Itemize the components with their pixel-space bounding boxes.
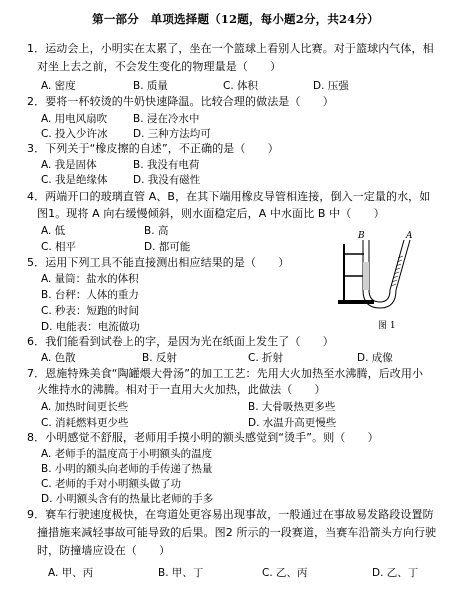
q9-stem-line-1: 9．赛车行驶速度极快，在弯道处更容易出现事故，一般通过在事故易发路段设置防 bbox=[27, 508, 434, 521]
q6-option-c: C. 折射 bbox=[248, 352, 284, 364]
q1-option-c: C. 体积 bbox=[223, 80, 259, 92]
q5-option-b: B. 台秤：人体的重力 bbox=[41, 289, 139, 301]
q5-option-c: C. 秒表：短跑的时间 bbox=[41, 305, 140, 317]
q6-option-b: B. 反射 bbox=[142, 352, 177, 364]
q8-option-d: D. 小明额头含有的热量比老师的手多 bbox=[41, 493, 214, 505]
q9-stem-line-3: 时，防撞墙应设在（ ） bbox=[37, 544, 171, 557]
q9-stem-line-2: 撞措施来减轻事故可能导致的后果。图2 所示的一段赛道，当赛车沿箭头方向行驶 bbox=[37, 526, 437, 539]
q7-option-b: B. 大骨吸热更多些 bbox=[248, 401, 336, 413]
q7-option-d: D. 水温升高更慢些 bbox=[248, 417, 337, 429]
q4-option-d: D. 都可能 bbox=[144, 241, 191, 253]
q9-option-a: A. 甲、丙 bbox=[48, 567, 94, 579]
q7-option-c: C. 消耗燃料更少些 bbox=[41, 417, 129, 429]
figure-1-apparatus bbox=[330, 228, 420, 323]
q3-option-a: A. 我是固体 bbox=[41, 159, 97, 171]
q2-stem: 2．要将一杯较烫的牛奶快速降温。比较合理的做法是（ ） bbox=[27, 95, 334, 108]
q1-option-b: B. 质量 bbox=[133, 80, 168, 92]
figure-label-b: B bbox=[358, 231, 365, 241]
q2-option-d: D. 三种方法均可 bbox=[133, 128, 211, 140]
q9-option-c: C. 乙、丙 bbox=[262, 567, 308, 579]
q1-option-d: D. 压强 bbox=[313, 80, 349, 92]
q9-option-b: B. 甲、丁 bbox=[158, 567, 204, 579]
q4-stem-line-1: 4．两端开口的玻璃直管 A、B，在其下端用橡皮导管相连接，倒入一定量的水，如 bbox=[27, 190, 431, 203]
q6-option-d: D. 成像 bbox=[357, 352, 393, 364]
q9-option-d: D. 乙、丁 bbox=[372, 567, 419, 579]
figure-1-caption: 图 1 bbox=[378, 321, 396, 331]
q6-stem: 6．我们能看到试卷上的字，是因为光在纸面上发生了（ ） bbox=[27, 335, 334, 348]
q4-option-c: C. 相平 bbox=[41, 241, 77, 253]
q8-option-c: C. 老师的手对小明额头做了功 bbox=[41, 478, 182, 490]
q3-option-c: C. 我是绝缘体 bbox=[41, 174, 108, 186]
figure-label-a: A bbox=[406, 231, 413, 241]
q3-option-d: D. 我没有磁性 bbox=[133, 174, 201, 186]
q7-stem-line-2: 火维持水的沸腾。相对于一直用大火加热，此做法（ ） bbox=[37, 383, 326, 396]
q1-stem-line-2: 对坐上去之前，不会发生变化的物理量是（ ） bbox=[37, 60, 282, 73]
q3-option-b: B. 我没有电荷 bbox=[133, 159, 200, 171]
q2-option-c: C. 投入少许冰 bbox=[41, 128, 108, 140]
q8-option-a: A. 老师手的温度高于小明额头的温度 bbox=[41, 448, 213, 460]
q1-option-a: A. 密度 bbox=[41, 80, 76, 92]
q4-stem-line-2: 图1。现将 A 向右缓慢倾斜，则水面稳定后，A 中水面比 B 中（ ） bbox=[37, 207, 385, 220]
q6-option-a: A. 色散 bbox=[41, 352, 76, 364]
q1-stem-line-1: 1．运动会上，小明实在太累了，坐在一个篮球上看别人比赛。对于篮球内气体，相 bbox=[27, 42, 434, 55]
q8-stem: 8．小明感觉不舒服，老师用手摸小明的额头感觉到“烫手”。则（ ） bbox=[27, 431, 379, 444]
q5-option-d: D. 电能表：电流做功 bbox=[41, 321, 140, 333]
section-title: 第一部分 单项选择题（12题，每小题2分，共24分） bbox=[92, 12, 379, 26]
q5-stem: 5．运用下列工具不能直接测出相应结果的是（ ） bbox=[27, 256, 290, 269]
q4-option-a: A. 低 bbox=[41, 225, 66, 237]
q2-option-b: B. 浸在冷水中 bbox=[133, 113, 200, 125]
q5-option-a: A. 量筒：盐水的体积 bbox=[41, 273, 139, 285]
q4-option-b: B. 高 bbox=[144, 225, 169, 237]
q7-stem-line-1: 7．恩施特殊美食“陶罐煨大骨汤”的加工工艺：先用大火加热至水沸腾，后改用小 bbox=[27, 367, 424, 380]
q8-option-b: B. 小明的额头向老师的手传递了热量 bbox=[41, 463, 213, 475]
q7-option-a: A. 加热时间更长些 bbox=[41, 401, 129, 413]
q2-option-a: A. 用电风扇吹 bbox=[41, 113, 108, 125]
q3-stem: 3．下列关于“橡皮擦的自述”，不正确的是（ ） bbox=[27, 142, 279, 155]
